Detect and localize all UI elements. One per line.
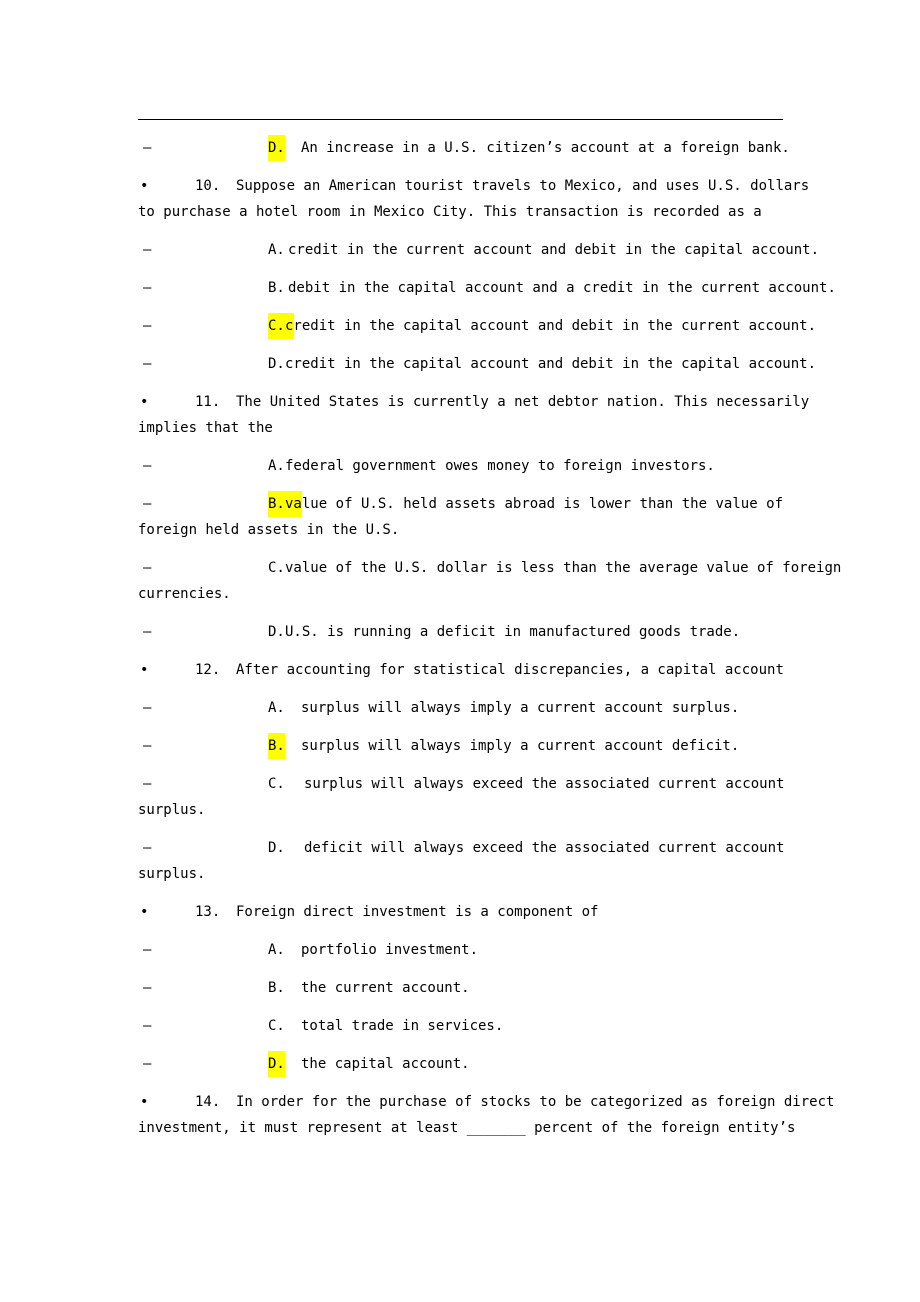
option-text-continued: currencies. [138,586,231,602]
option-text: debit in the capital account and a credit in the current account. [288,280,836,296]
bullet-marker: • [140,178,149,194]
list-item [138,695,783,721]
option-text: surplus will always imply a current account surplus. [301,700,740,716]
option-text: An increase in a U.S. citizen’s account at a foreign bank. [301,140,790,156]
option-text: value of the U.S. dollar is less than the average value of foreign [285,560,842,576]
dash-marker: – [143,560,152,576]
question-number: 10. [195,178,221,194]
list-item [138,619,783,645]
list-item [138,237,820,263]
dash-marker: – [143,980,152,996]
option-letter: A. [268,700,285,716]
dash-marker: – [143,496,152,512]
option-text: portfolio investment. [301,942,479,958]
list-item [138,313,817,339]
question-text: In order for the purchase of stocks to be categorized as foreign direct [236,1094,835,1110]
dash-marker: – [143,840,152,856]
question-item [138,389,810,441]
answer-letter: D. [268,135,285,161]
option-letter: C. [268,560,285,576]
dash-marker: – [143,700,152,716]
question-item [138,173,810,225]
question-text-continued: to purchase a hotel room in Mexico City. This transaction is recorded as a [138,204,762,220]
bullet-marker: • [140,1094,149,1110]
question-number: 11. [195,394,221,410]
list-item [138,937,783,963]
dash-marker: – [143,458,152,474]
list-item [138,1013,783,1039]
option-letter: C. [268,1018,285,1034]
option-letter: D. [268,624,285,640]
option-text: U.S. is running a deficit in manufactured goods trade. [285,624,741,640]
dash-marker: – [143,1056,152,1072]
answer-letter: C. [268,313,294,339]
answer-letter: B. [268,733,285,759]
question-text-continued: implies that the [138,420,273,436]
question-text: Suppose an American tourist travels to Mexico, and uses U.S. dollars [236,178,810,194]
option-letter: D. [268,356,285,372]
dash-marker: – [143,318,152,334]
document-body [138,135,842,1153]
option-text: total trade in services. [301,1018,504,1034]
question-number: 12. [195,662,221,678]
option-text-continued: surplus. [138,866,206,882]
option-text: credit in the capital account and debit in the current account. [285,318,817,334]
list-item [138,275,836,301]
list-item [138,1051,783,1077]
list-item [138,771,783,823]
list-item [138,491,783,543]
dash-marker: – [143,1018,152,1034]
option-letter: C. [268,776,285,792]
option-text: federal government owes money to foreign investors. [285,458,715,474]
question-text: The United States is currently a net debtor nation. This necessarily [236,394,810,410]
option-text-continued: foreign held assets in the U.S. [138,522,400,538]
list-item [138,453,783,479]
question-item [138,899,783,925]
list-item [138,975,783,1001]
list-item [138,351,817,377]
question-item [138,657,783,683]
question-number: 13. [195,904,221,920]
dash-marker: – [143,280,152,296]
option-text: credit in the current account and debit in the capital account. [288,242,820,258]
option-letter: A. [268,458,285,474]
dash-marker: – [143,942,152,958]
bullet-marker: • [140,904,149,920]
question-text-continued: investment, it must represent at least _______ percent of the foreign entity’s [138,1120,796,1136]
option-text: surplus will always imply a current account deficit. [301,738,740,754]
option-text-continued: surplus. [138,802,206,818]
list-item [138,555,842,607]
dash-marker: – [143,140,152,156]
option-text: the capital account. [301,1056,470,1072]
question-text: After accounting for statistical discrepancies, a capital account [236,662,784,678]
option-text: surplus will always exceed the associated current account [304,776,785,792]
bullet-marker: • [140,394,149,410]
answer-letter: D. [268,1051,285,1077]
dash-marker: – [143,356,152,372]
question-number: 14. [195,1094,221,1110]
answer-letter: B. [268,491,302,517]
option-text: the current account. [301,980,470,996]
option-text: value of U.S. held assets abroad is lower than the value of [285,496,783,512]
list-item [138,135,790,161]
header-rule [138,119,783,120]
question-text: Foreign direct investment is a component of [236,904,599,920]
bullet-marker: • [140,662,149,678]
question-item [138,1089,835,1141]
option-letter: B. [268,280,285,296]
dash-marker: – [143,776,152,792]
option-text: deficit will always exceed the associated current account [304,840,785,856]
option-letter: B. [268,980,285,996]
dash-marker: – [143,624,152,640]
dash-marker: – [143,242,152,258]
option-text: credit in the capital account and debit in the capital account. [285,356,817,372]
option-letter: A. [268,242,285,258]
option-letter: D. [268,840,285,856]
list-item [138,835,783,887]
dash-marker: – [143,738,152,754]
list-item [138,733,783,759]
option-letter: A. [268,942,285,958]
